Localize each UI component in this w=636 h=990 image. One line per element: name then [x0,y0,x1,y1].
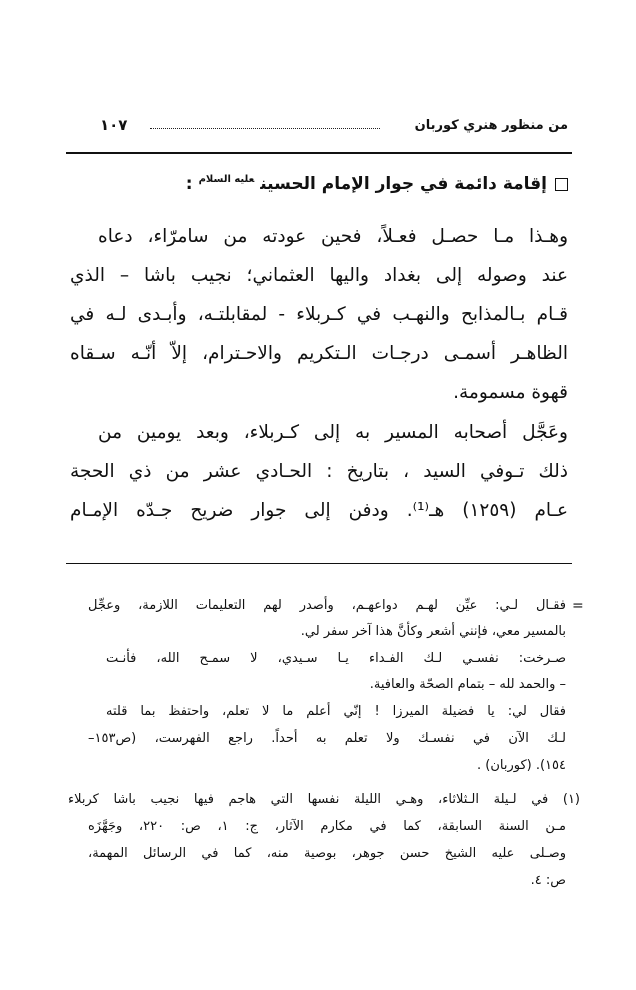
footnote-line: (١) في لـيلة الـثلاثاء، وهـي الليلة نفسها التي هاجم فيها نجيب باشا كربلاء [68,792,580,807]
leader-dots [150,128,380,129]
body-line: وعَجَّل أصحابه المسير به إلى كـربلاء، وبعد يومين من [98,422,568,443]
body-line: عند وصوله إلى بغداد واليها العثماني؛ نجيب باشا – الذي [70,265,568,286]
page-number: ١٠٧ [100,116,128,134]
footnote-line: فقال لي: يا فضيلة الميرزا ! إنّي أعلم ما لا تعلم، واحتفظ بما قلته [106,704,566,719]
body-line: قـام بـالمذابح والنهـب في كـربلاء - لمقابلتـه، وأبـدى لـه في [70,304,568,325]
body-line: عـام (١٢٥٩) هـ⁽¹⁾. ودفن إلى جوار ضريح جـدّه الإمـام [70,500,568,521]
footnote-line: صـرخت: نفسـي لـك الفـداء يـا سـيدي، لا سمـح الله، فأنـت [106,651,566,666]
body-line: قهوة مسمومة. [453,382,568,403]
footnote-line: – والحمد لله – بتمام الصحّة والعافية. [369,677,566,692]
footnote-line: ١٥٤). (كوربان) . [476,758,566,773]
square-bullet-icon [555,178,568,191]
header-rule [66,152,572,154]
footnote-line: لـك الآن في نفسـك ولا تعلم به أحداً. راجع الفهرست، (ص١٥٣– [88,731,566,746]
heading-colon: : [185,174,193,194]
body-line: الظاهـر أسمـى درجـات الـتكريم والاحـترام، إلاّ أنّـه سـقاه [70,343,568,364]
footnote-line: بالمسير معي، فإنني أشعر وكأنَّ هذا آخر سفر لي. [300,624,566,639]
footnote-line: وصـلى عليه الشيخ حسن جوهر، بوصية منه، كما في الرسائل المهمة، [88,846,566,861]
footnote-line: مـن السنة السابقة، كما في مكارم الآثار، ج: ١، ص: ٢٢٠، وجَهَّزَه [88,819,566,834]
body-line: وهـذا مـا حصـل فعـلاً، فحين عودته من سامرّاء، دعاه [98,226,568,247]
heading-text: إقامة دائمة في جوار الإمام الحسين [260,174,547,194]
running-title: من منظور هنري كوربان [414,118,568,133]
footnote-rule [66,563,572,564]
footnote-continuation-mark: = [572,598,584,614]
footnote-line: فقـال لـي: عيِّن لهـم دواعهـم، وأصدر لهم التعليمات اللازمة، وعجِّل [88,598,566,613]
section-heading [186,174,568,194]
footnote-line: ص: ٤. [530,873,566,888]
body-line: ذلك تـوفي السيد ، بتاريخ : الحـادي عشر من ذي الحجة [70,461,568,482]
honorific-mark: عليه السلام [198,174,255,185]
